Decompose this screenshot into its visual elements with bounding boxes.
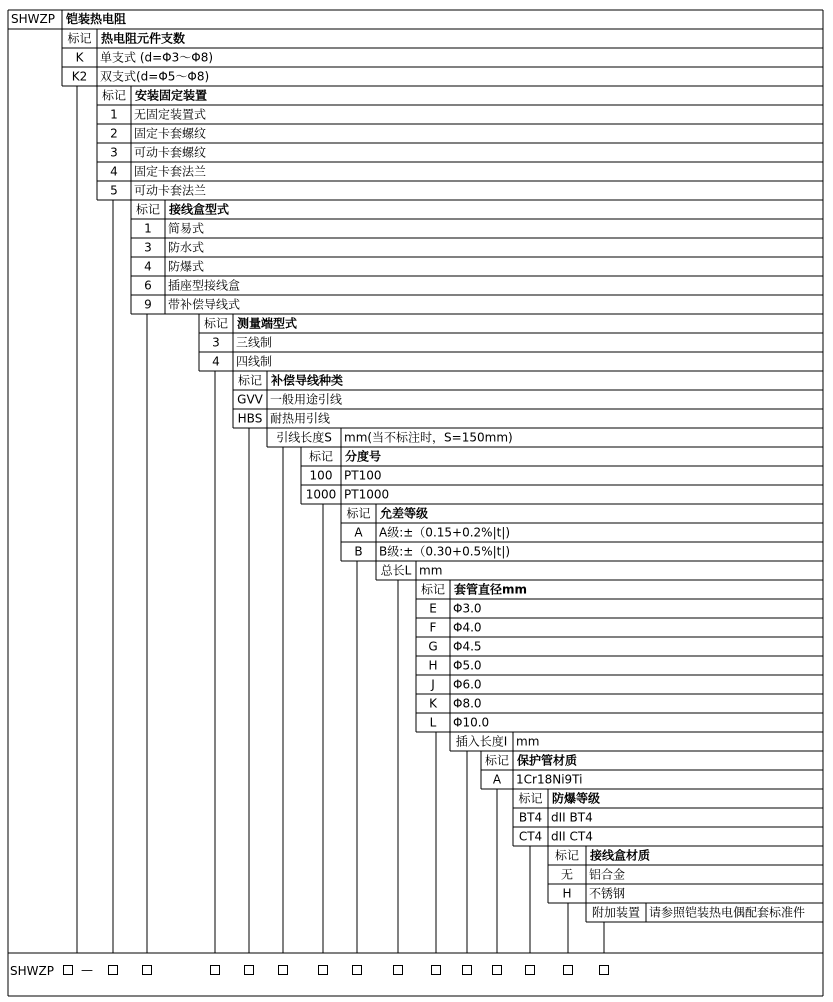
sheath-diameter-mark: E	[429, 601, 437, 616]
element-count-title: 热电阻元件支数	[101, 31, 186, 46]
junction-box-value: 带补偿导线式	[168, 297, 241, 312]
mounting-title: 安装固定装置	[135, 88, 208, 103]
model-code-box[interactable]	[210, 965, 220, 975]
junction-box-mark-header: 标记	[135, 202, 161, 217]
sheath-diameter-value: Φ8.0	[453, 696, 482, 711]
element-count-value: 双支式(d=Φ5～Φ8)	[100, 69, 210, 84]
box-material-mark: 无	[560, 867, 574, 882]
model-code-box[interactable]	[352, 965, 362, 975]
element-count-mark-header: 标记	[67, 31, 92, 46]
sheath-diameter-mark: L	[429, 715, 437, 730]
lead-length-label: 引线长度S	[276, 430, 332, 445]
junction-box-value: 防爆式	[168, 259, 205, 274]
sheath-diameter-mark-header: 标记	[420, 582, 446, 597]
junction-box-mark: 1	[144, 221, 152, 236]
mounting-mark: 2	[110, 126, 118, 141]
total-length-label: 总长L	[380, 563, 412, 578]
explosion-grade-mark-header: 标记	[518, 791, 543, 806]
model-code-box[interactable]	[63, 965, 73, 975]
model-code-box[interactable]	[278, 965, 288, 975]
model-code-box[interactable]	[393, 965, 403, 975]
model-code-box[interactable]	[244, 965, 254, 975]
graduation-mark-header: 标记	[308, 449, 334, 464]
accessory-text: 请参照铠装热电偶配套标准件	[649, 905, 806, 920]
box-material-mark: H	[562, 886, 572, 901]
sheath-diameter-mark: K	[429, 696, 437, 711]
sheath-diameter-value: Φ6.0	[453, 677, 482, 692]
model-code-box[interactable]	[492, 965, 502, 975]
sheath-diameter-mark: J	[431, 677, 435, 692]
box-material-mark-header: 标记	[554, 848, 580, 863]
graduation-mark: 100	[309, 468, 333, 483]
accessory-label: 附加装置	[591, 905, 641, 920]
footer-dash: —	[81, 963, 93, 977]
sheath-diameter-mark: H	[428, 658, 438, 673]
mounting-mark: 4	[110, 164, 118, 179]
mounting-value: 固定卡套螺纹	[134, 126, 207, 141]
footer-model-code: SHWZP	[10, 964, 54, 978]
explosion-grade-mark: BT4	[518, 810, 543, 825]
lead-type-mark-header: 标记	[237, 373, 263, 388]
tolerance-value: A级:±（0.15+0.2%|t|)	[379, 525, 511, 540]
junction-box-value: 简易式	[168, 221, 205, 236]
total-length-text: mm	[419, 563, 443, 578]
mounting-mark: 3	[110, 145, 118, 160]
sheath-diameter-value: Φ10.0	[453, 715, 490, 730]
lead-length-text: mm(当不标注时，S=150mm)	[344, 430, 513, 445]
root-model-code: SHWZP	[11, 12, 55, 26]
junction-box-value: 插座型接线盒	[168, 278, 241, 293]
model-code-box[interactable]	[599, 965, 609, 975]
explosion-grade-value: dII BT4	[551, 810, 593, 825]
sheath-diameter-value: Φ5.0	[453, 658, 482, 673]
explosion-grade-mark: CT4	[518, 829, 543, 844]
sheath-diameter-title: 套管直径mm	[454, 582, 528, 597]
model-code-box[interactable]	[431, 965, 441, 975]
box-material-value: 不锈钢	[589, 886, 626, 901]
model-code-box[interactable]	[563, 965, 573, 975]
element-count-mark: K	[75, 50, 84, 65]
tube-material-mark: A	[492, 772, 502, 787]
lead-type-value: 一般用途引线	[270, 392, 343, 407]
element-count-mark: K2	[71, 69, 88, 84]
junction-box-mark: 3	[144, 240, 152, 255]
measuring-end-title: 测量端型式	[237, 316, 298, 331]
tolerance-mark: A	[354, 525, 363, 540]
sheath-diameter-mark: F	[429, 620, 437, 635]
sheath-diameter-value: Φ4.0	[453, 620, 482, 635]
insertion-length-text: mm	[516, 734, 540, 749]
junction-box-mark: 6	[144, 278, 152, 293]
lead-type-mark: HBS	[237, 411, 263, 426]
lead-type-title: 补偿导线种类	[271, 373, 344, 388]
explosion-grade-title: 防爆等级	[552, 791, 601, 806]
tube-material-value: 1Cr18Ni9Ti	[516, 772, 583, 787]
junction-box-mark: 9	[144, 297, 152, 312]
mounting-mark-header: 标记	[101, 88, 127, 103]
junction-box-value: 防水式	[168, 240, 205, 255]
root-title: 铠装热电阻	[66, 12, 127, 26]
measuring-end-value: 三线制	[236, 335, 273, 350]
measuring-end-mark-header: 标记	[203, 316, 229, 331]
tolerance-mark: B	[354, 544, 363, 559]
measuring-end-mark: 3	[212, 335, 220, 350]
tube-material-title: 保护管材质	[517, 753, 578, 768]
sheath-diameter-mark: G	[428, 639, 438, 654]
model-code-box[interactable]	[318, 965, 328, 975]
sheath-diameter-value: Φ4.5	[453, 639, 482, 654]
model-code-box[interactable]	[142, 965, 152, 975]
model-code-box[interactable]	[108, 965, 118, 975]
model-code-row	[8, 955, 823, 991]
mounting-value: 可动卡套螺纹	[134, 145, 207, 160]
tolerance-value: B级:±（0.30+0.5%|t|)	[379, 544, 511, 559]
measuring-end-mark: 4	[212, 354, 220, 369]
tolerance-title: 允差等级	[380, 506, 429, 521]
insertion-length-label: 插入长度I	[455, 734, 508, 749]
mounting-mark: 1	[110, 107, 118, 122]
tolerance-mark-header: 标记	[346, 506, 371, 521]
explosion-grade-value: dII CT4	[551, 829, 593, 844]
box-material-value: 铝合金	[589, 867, 626, 882]
sheath-diameter-value: Φ3.0	[453, 601, 482, 616]
junction-box-title: 接线盒型式	[169, 202, 230, 217]
junction-box-mark: 4	[144, 259, 152, 274]
model-code-box[interactable]	[525, 965, 535, 975]
graduation-mark: 1000	[305, 487, 337, 502]
lead-type-value: 耐热用引线	[270, 411, 331, 426]
graduation-value: PT1000	[344, 487, 390, 502]
lead-type-mark: GVV	[237, 392, 263, 407]
mounting-value: 无固定装置式	[134, 107, 207, 122]
graduation-title: 分度号	[345, 449, 382, 464]
element-count-value: 单支式 (d=Φ3～Φ8)	[100, 50, 214, 65]
measuring-end-value: 四线制	[236, 354, 273, 369]
mounting-value: 可动卡套法兰	[134, 183, 207, 198]
tube-material-mark-header: 标记	[484, 753, 510, 768]
mounting-value: 固定卡套法兰	[134, 164, 207, 179]
model-code-box[interactable]	[462, 965, 472, 975]
box-material-title: 接线盒材质	[590, 848, 651, 863]
mounting-mark: 5	[110, 183, 118, 198]
graduation-value: PT100	[344, 468, 382, 483]
